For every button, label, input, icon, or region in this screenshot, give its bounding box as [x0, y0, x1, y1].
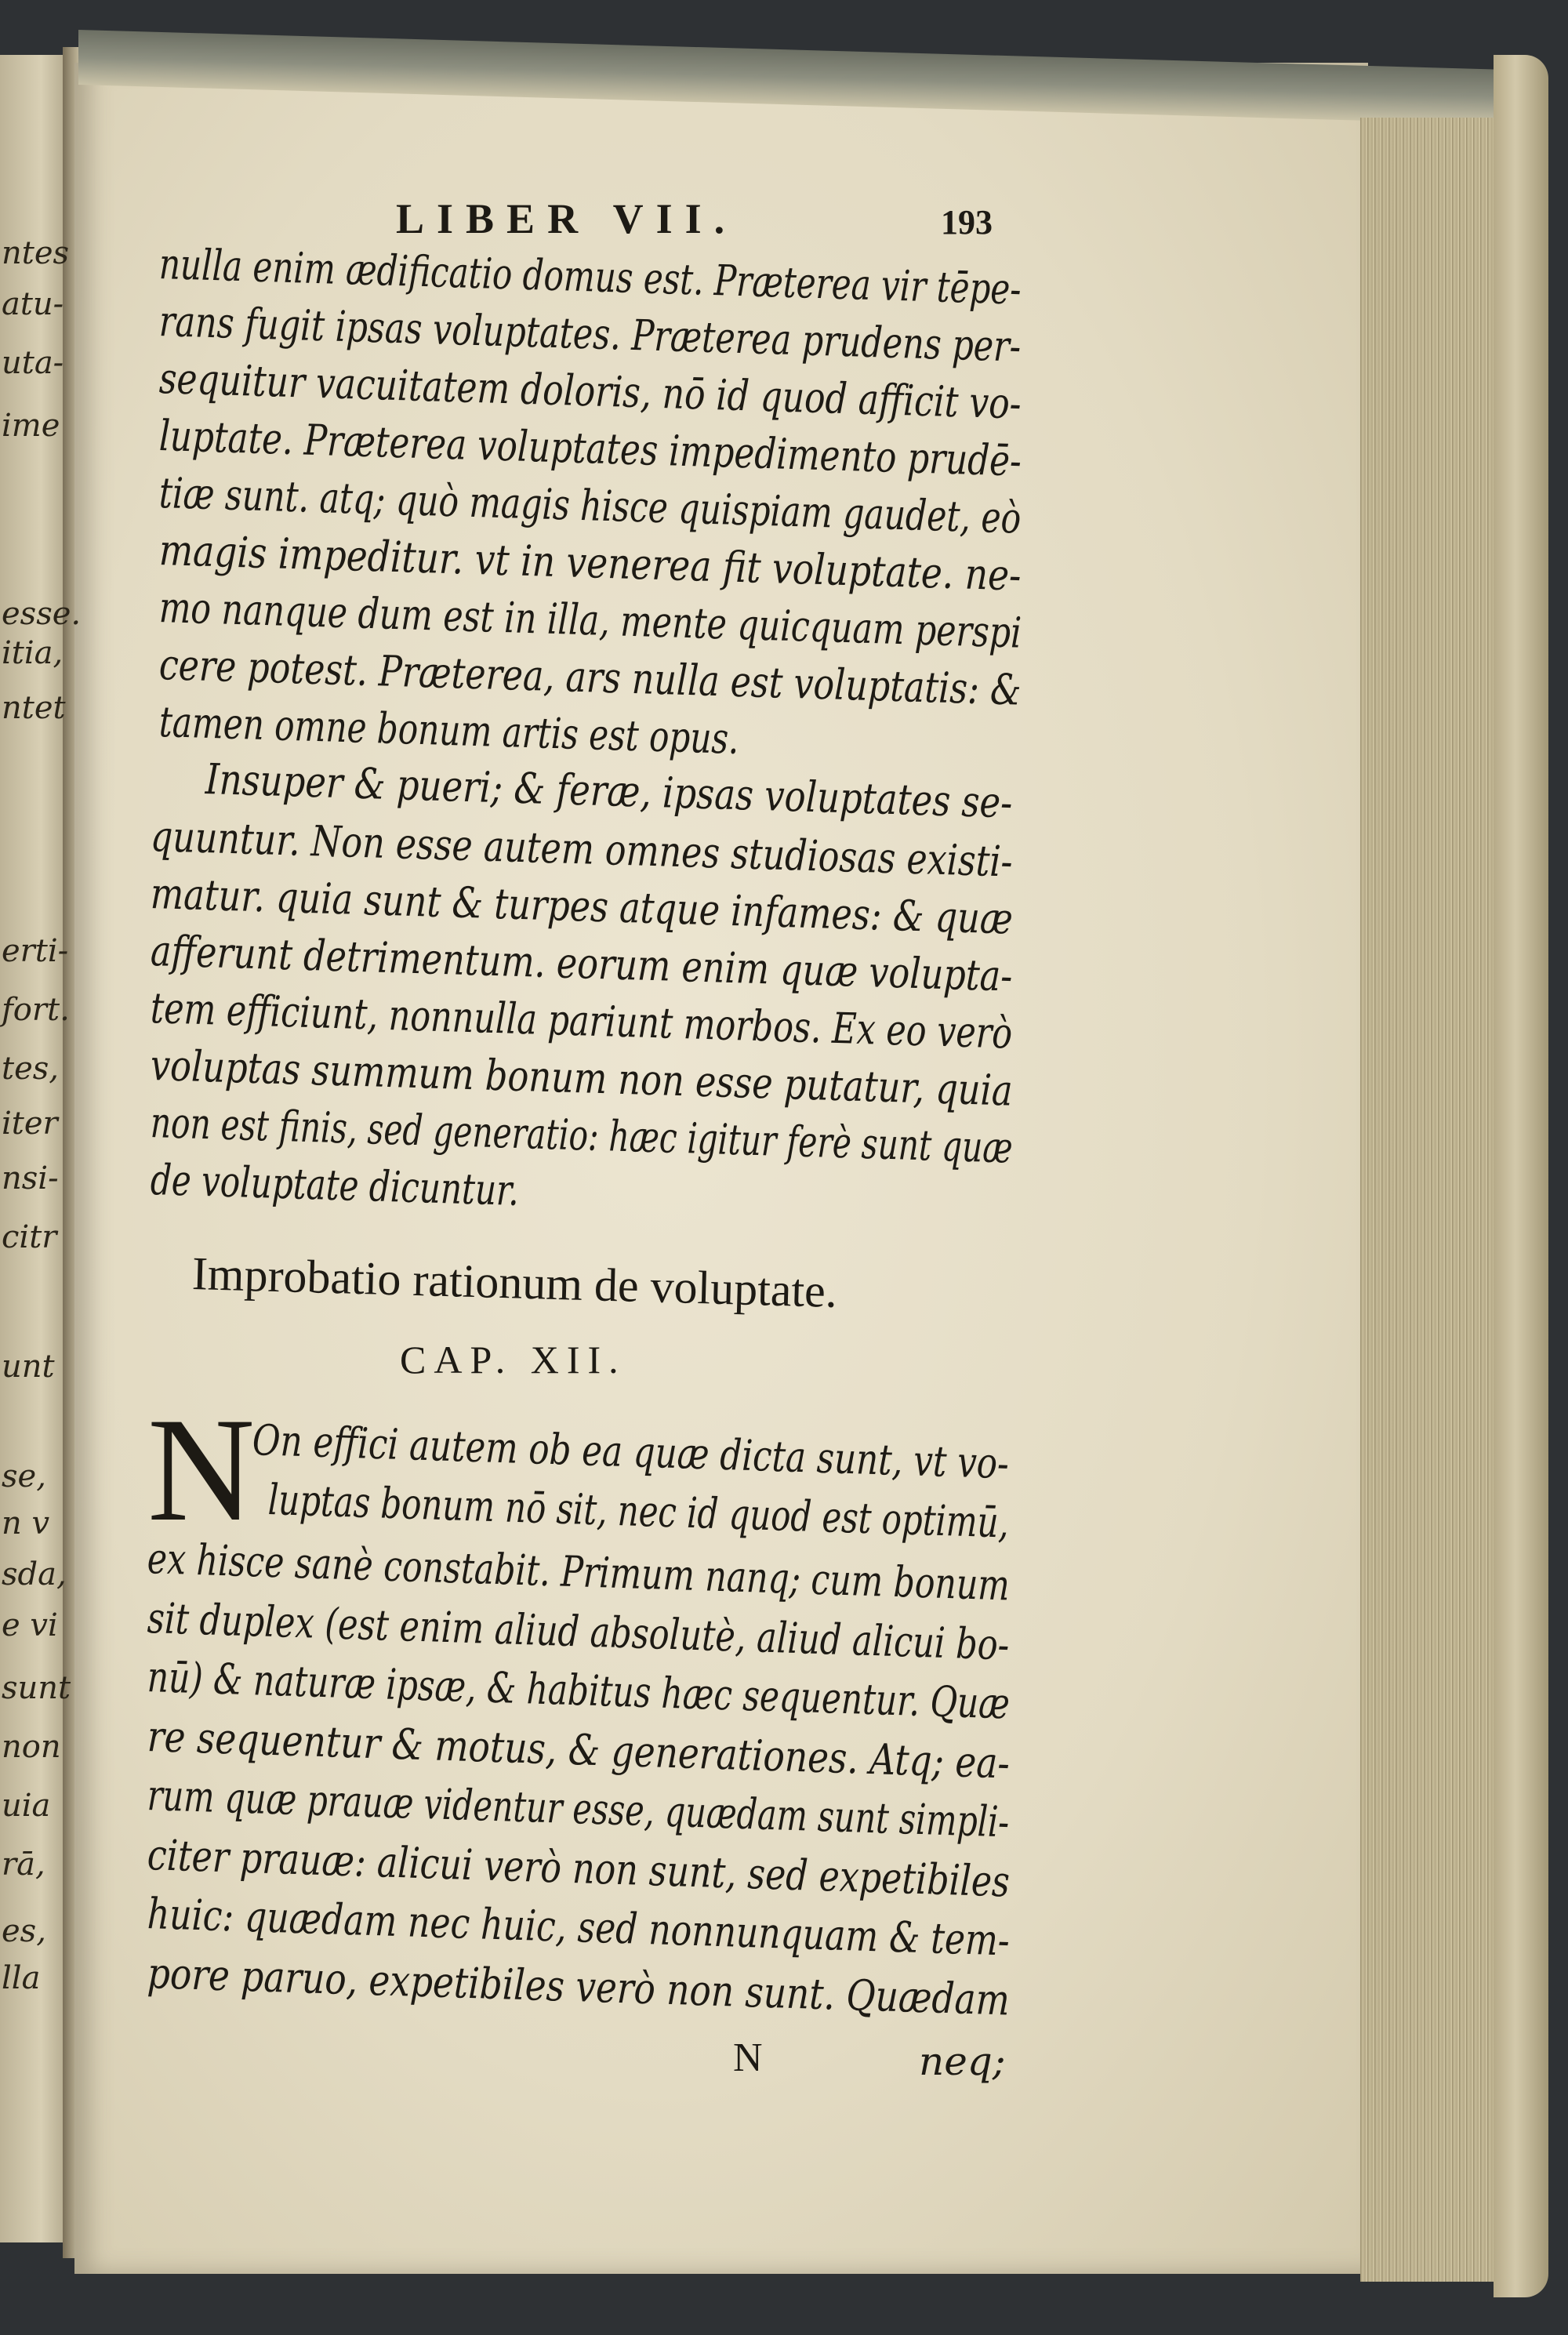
- left-page-fragment: unt: [2, 1349, 55, 1385]
- chapter-line: sit duplex (est enim aliud absolutè, aliud alicui bo-: [147, 1592, 1011, 1670]
- body-line: afferunt detrimentum. eorum enim quæ volupta-: [150, 926, 1014, 1001]
- left-page-fragment: nsi-: [2, 1160, 59, 1197]
- running-head: LIBER VII.: [396, 195, 738, 242]
- chapter-title: Improbatio rationum de voluptate.: [191, 1247, 838, 1317]
- chapter-line: nū) & naturæ ipsæ, & habitus hæc sequentur. Quæ: [147, 1652, 1011, 1729]
- left-page-fragment: uta-: [2, 345, 64, 381]
- body-line: tiæ sunt. atq; quò magis hisce quispiam gaudet, eò: [158, 468, 1022, 543]
- body-line: non est finis, sed generatio: hæc igitur ferè sunt quæ: [150, 1098, 1014, 1173]
- left-page-fragment: sda,: [2, 1556, 67, 1592]
- chapter-line: ex hisce sanè constabit. Primum nanq; cum bonum: [147, 1534, 1011, 1611]
- left-page-fragment: atu-: [2, 286, 64, 322]
- left-page-fragment: n v: [2, 1505, 50, 1542]
- body-line: matur. quia sunt & turpes atque infames: & quæ: [150, 869, 1014, 944]
- left-page-fragment: fort.: [2, 992, 70, 1028]
- catchword: neq;: [919, 2039, 1006, 2084]
- body-line: luptate. Præterea voluptates impedimento prudē-: [158, 411, 1022, 486]
- body-line: magis impeditur. vt in venerea fit voluptate. ne-: [158, 525, 1022, 601]
- left-page-fragment: es,: [2, 1913, 46, 1949]
- body-line: mo nanque dum est in illa, mente quicquam perspi: [158, 583, 1022, 658]
- chapter-line: On effici autem ob ea quæ dicta sunt, vt vo-: [252, 1415, 1010, 1489]
- left-page-fragment: erti-: [2, 933, 69, 969]
- chapter-line: citer prauæ: alicui verò non sunt, sed expetibiles: [147, 1829, 1011, 1907]
- left-page-fragment: e vi: [2, 1607, 58, 1643]
- chapter-line: rum quæ prauæ videntur esse, quædam sunt simpli-: [147, 1770, 1011, 1847]
- body-line: Insuper & pueri; & feræ, ipsas voluptates se-: [205, 754, 1014, 828]
- left-page-fragment: uia: [2, 1788, 51, 1824]
- body-line: rans fugit ipsas voluptates. Præterea prudens per-: [158, 296, 1022, 372]
- folio-number: 193: [941, 203, 993, 241]
- body-line: tem efficiunt, nonnulla pariunt morbos. Ex eo verò: [150, 983, 1014, 1059]
- left-page-fragment: itia,: [2, 635, 64, 671]
- left-page-fragment: rā,: [2, 1847, 45, 1883]
- body-line: cere potest. Præterea, ars nulla est voluptatis: &: [158, 640, 1022, 715]
- body-line: de voluptate dicuntur.: [150, 1155, 520, 1215]
- left-page-fragment: ime: [2, 408, 60, 444]
- left-page-fragment: iter: [2, 1106, 58, 1142]
- body-line: quuntur. Non esse autem omnes studiosas existi-: [150, 812, 1014, 887]
- body-line: tamen omne bonum artis est opus.: [158, 697, 740, 764]
- left-page-fragment: tes,: [2, 1051, 59, 1087]
- chapter-line: huic: quædam nec huic, sed nonnunquam & tem-: [147, 1889, 1011, 1966]
- left-page-fragment: lla: [2, 1960, 41, 1996]
- body-line: voluptas summum bonum non esse putatur, quia: [150, 1040, 1014, 1116]
- chapter-number: CAP. XII.: [400, 1338, 626, 1382]
- chapter-line: luptas bonum nō sit, nec id quod est optimū,: [267, 1474, 1010, 1548]
- left-page-fragment: sunt: [2, 1670, 71, 1706]
- chapter-line: re sequentur & motus, & generationes. Atq; ea-: [147, 1711, 1011, 1788]
- left-page-fragment: non: [2, 1729, 61, 1765]
- left-page-fragment: esse.: [2, 596, 82, 632]
- left-page-fragment: citr: [2, 1219, 57, 1255]
- body-line: sequitur vacuitatem doloris, nō id quod afficit vo-: [158, 354, 1022, 429]
- chapter-line: pore paruo, expetibiles verò non sunt. Quædam: [147, 1948, 1011, 2025]
- left-page-fragment: ntes: [2, 235, 70, 271]
- left-page-fragment: ntet: [2, 690, 66, 726]
- drop-cap-initial: N: [147, 1388, 256, 1552]
- signature-mark: N: [733, 2035, 763, 2080]
- left-page-fragment: se,: [2, 1458, 46, 1494]
- body-line: nulla enim ædificatio domus est. Præterea vir tēpe-: [158, 239, 1022, 314]
